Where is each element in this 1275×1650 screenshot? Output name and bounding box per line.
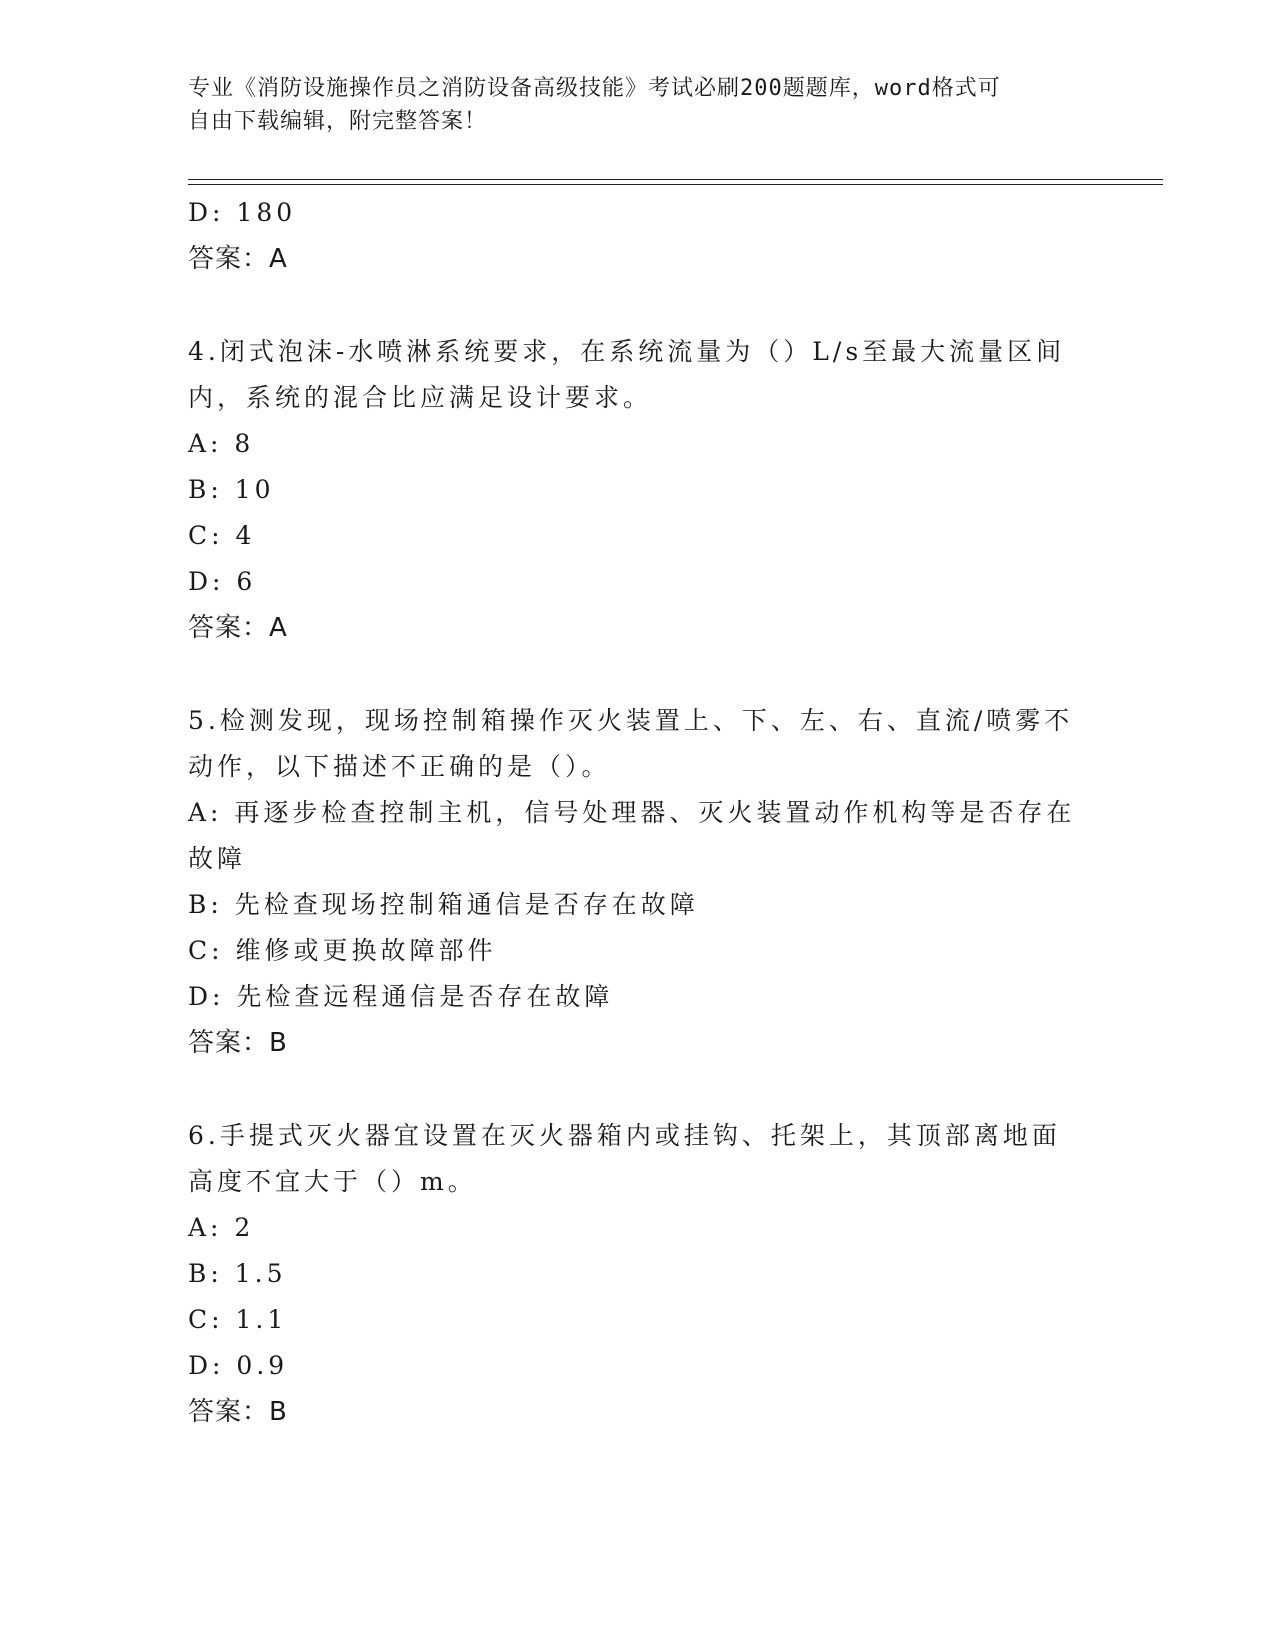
- spacer: [188, 282, 1088, 329]
- spacer: [188, 1066, 1088, 1113]
- answer-line: 答案：B: [188, 1397, 288, 1427]
- option-b: B: 10: [188, 475, 275, 504]
- option-c: C: 1.1: [188, 1305, 288, 1334]
- question-text-line-1: 5.检测发现，现场控制箱操作灭火装置上、下、左、右、直流/喷雾不: [188, 706, 1074, 735]
- question-text-line-2: 内，系统的混合比应满足设计要求。: [188, 383, 653, 412]
- header-rule-bottom: [188, 184, 1163, 185]
- option-a-line-2: 故障: [188, 844, 247, 873]
- header-line-2: 自由下载编辑，附完整答案！: [188, 109, 488, 134]
- answer-line: 答案：A: [188, 613, 288, 643]
- option-b: B: 先检查现场控制箱通信是否存在故障: [188, 890, 699, 919]
- question-6: [188, 1113, 1088, 1435]
- question-text-line-1: 6.手提式灭火器宜设置在灭火器箱内或挂钩、托架上，其顶部离地面: [188, 1121, 1061, 1150]
- question-text-line-1: 4.闭式泡沫-水喷淋系统要求，在系统流量为（）L/s至最大流量区间: [188, 337, 1066, 366]
- question-text-line-2: 动作，以下描述不正确的是（）。: [188, 752, 611, 781]
- option-d: D: 0.9: [188, 1351, 289, 1380]
- option-d: D: 6: [188, 567, 257, 596]
- option-d: D: 180: [188, 198, 297, 227]
- answer-line: 答案：B: [188, 1028, 288, 1058]
- question-text-line-2: 高度不宜大于（）m。: [188, 1167, 477, 1196]
- option-d: D: 先检查远程通信是否存在故障: [188, 982, 614, 1011]
- option-c: C: 4: [188, 521, 256, 550]
- option-a: A: 8: [188, 429, 255, 458]
- document-body: [188, 190, 1088, 1435]
- page-header: [188, 72, 1088, 138]
- header-line-1: 专业《消防设施操作员之消防设备高级技能》考试必刷200题题库，word格式可: [188, 76, 1001, 101]
- spacer: [188, 651, 1088, 698]
- answer-line: 答案：A: [188, 244, 288, 274]
- option-a: A: 2: [188, 1213, 255, 1242]
- question-4: [188, 329, 1088, 651]
- question-5: [188, 698, 1088, 1066]
- option-b: B: 1.5: [188, 1259, 287, 1288]
- option-a-line-1: A: 再逐步检查控制主机，信号处理器、灭火装置动作机构等是否存在: [188, 798, 1076, 827]
- header-rule-top: [188, 179, 1163, 180]
- leading-fragment: [188, 190, 1088, 282]
- option-c: C: 维修或更换故障部件: [188, 936, 497, 965]
